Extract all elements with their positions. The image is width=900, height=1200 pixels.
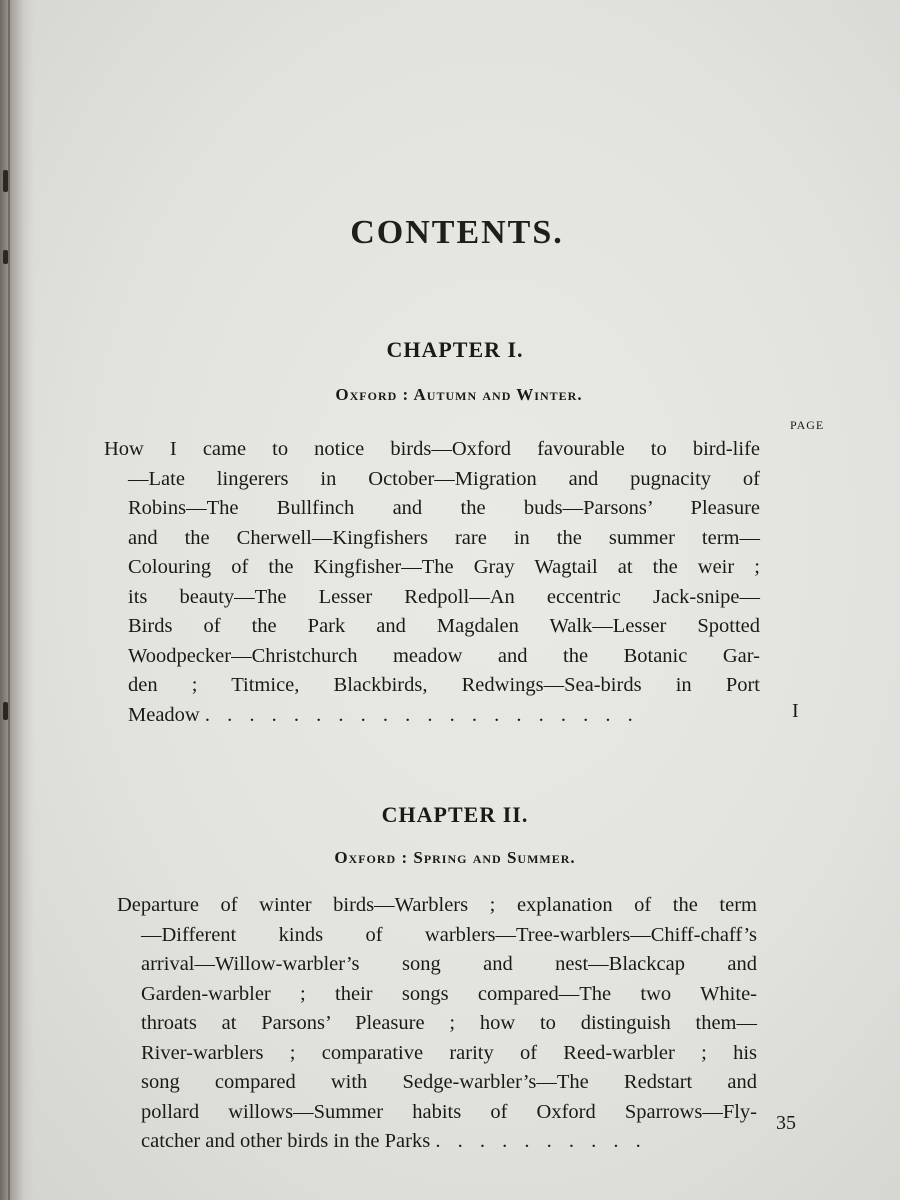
summary-line: Robins—The Bullfinch and the buds—Parsons’ Pleasure xyxy=(128,497,760,519)
chapter-1-subtitle: Oxford : Autumn and Winter. xyxy=(335,385,583,404)
summary-line: —Different kinds of warblers—Tree-warblers—Chiff-chaff’s xyxy=(141,923,757,946)
summary-line: River-warblers ; comparative rarity of Reed-warbler ; his xyxy=(141,1041,757,1064)
chapter-1-page-number: I xyxy=(792,700,799,722)
dot-leader: . . . . . . . . . . xyxy=(435,1130,647,1152)
summary-line: Colouring of the Kingfisher—The Gray Wagtail at the weir ; xyxy=(128,556,760,578)
summary-line: pollard willows—Summer habits of Oxford Sparrows—Fly- xyxy=(141,1100,757,1123)
summary-line: den ; Titmice, Blackbirds, Redwings—Sea-birds in Port xyxy=(128,674,760,696)
summary-line: —Late lingerers in October—Migration and pugnacity of xyxy=(128,467,760,490)
summary-line-last xyxy=(104,701,760,731)
summary-line: arrival—Willow-warbler’s song and nest—Blackcap and xyxy=(141,953,757,975)
page-title: CONTENTS. xyxy=(350,214,564,251)
chapter-2-summary xyxy=(117,891,757,1157)
summary-line-last xyxy=(117,1127,757,1157)
dot-leader: . . . . . . . . . . . . . . . . . . . . xyxy=(204,703,639,726)
summary-line: catcher and other birds in the Parks xyxy=(141,1130,431,1152)
summary-line: throats at Parsons’ Pleasure ; how to distinguish them— xyxy=(141,1012,757,1034)
summary-line: Departure of winter birds—Warblers ; explanation of the term xyxy=(117,894,757,916)
summary-line: its beauty—The Lesser Redpoll—An eccentric Jack-snipe— xyxy=(128,585,760,608)
spine-mark xyxy=(3,702,8,720)
chapter-2-subtitle: Oxford : Spring and Summer. xyxy=(334,848,576,867)
summary-line: Woodpecker—Christchurch meadow and the Botanic Gar- xyxy=(128,644,760,667)
spine-mark xyxy=(3,250,8,264)
chapter-1-summary xyxy=(104,435,760,730)
chapter-2-title: CHAPTER II. xyxy=(381,802,529,827)
spine-mark xyxy=(3,170,8,192)
chapter-1-title: CHAPTER I. xyxy=(386,337,524,362)
summary-line: Garden-warbler ; their songs compared—The two White- xyxy=(141,982,757,1005)
summary-line: and the Cherwell—Kingfishers rare in the summer term— xyxy=(128,526,760,549)
page-column-label: PAGE xyxy=(790,418,825,432)
summary-line: song compared with Sedge-warbler’s—The Redstart and xyxy=(141,1071,757,1093)
summary-line: Birds of the Park and Magdalen Walk—Lesser Spotted xyxy=(128,615,760,637)
chapter-2-page-number: 35 xyxy=(776,1112,796,1134)
summary-line: Meadow xyxy=(128,703,200,726)
summary-line: How I came to notice birds—Oxford favourable to bird-life xyxy=(104,438,760,460)
spine-edge xyxy=(8,0,10,1200)
